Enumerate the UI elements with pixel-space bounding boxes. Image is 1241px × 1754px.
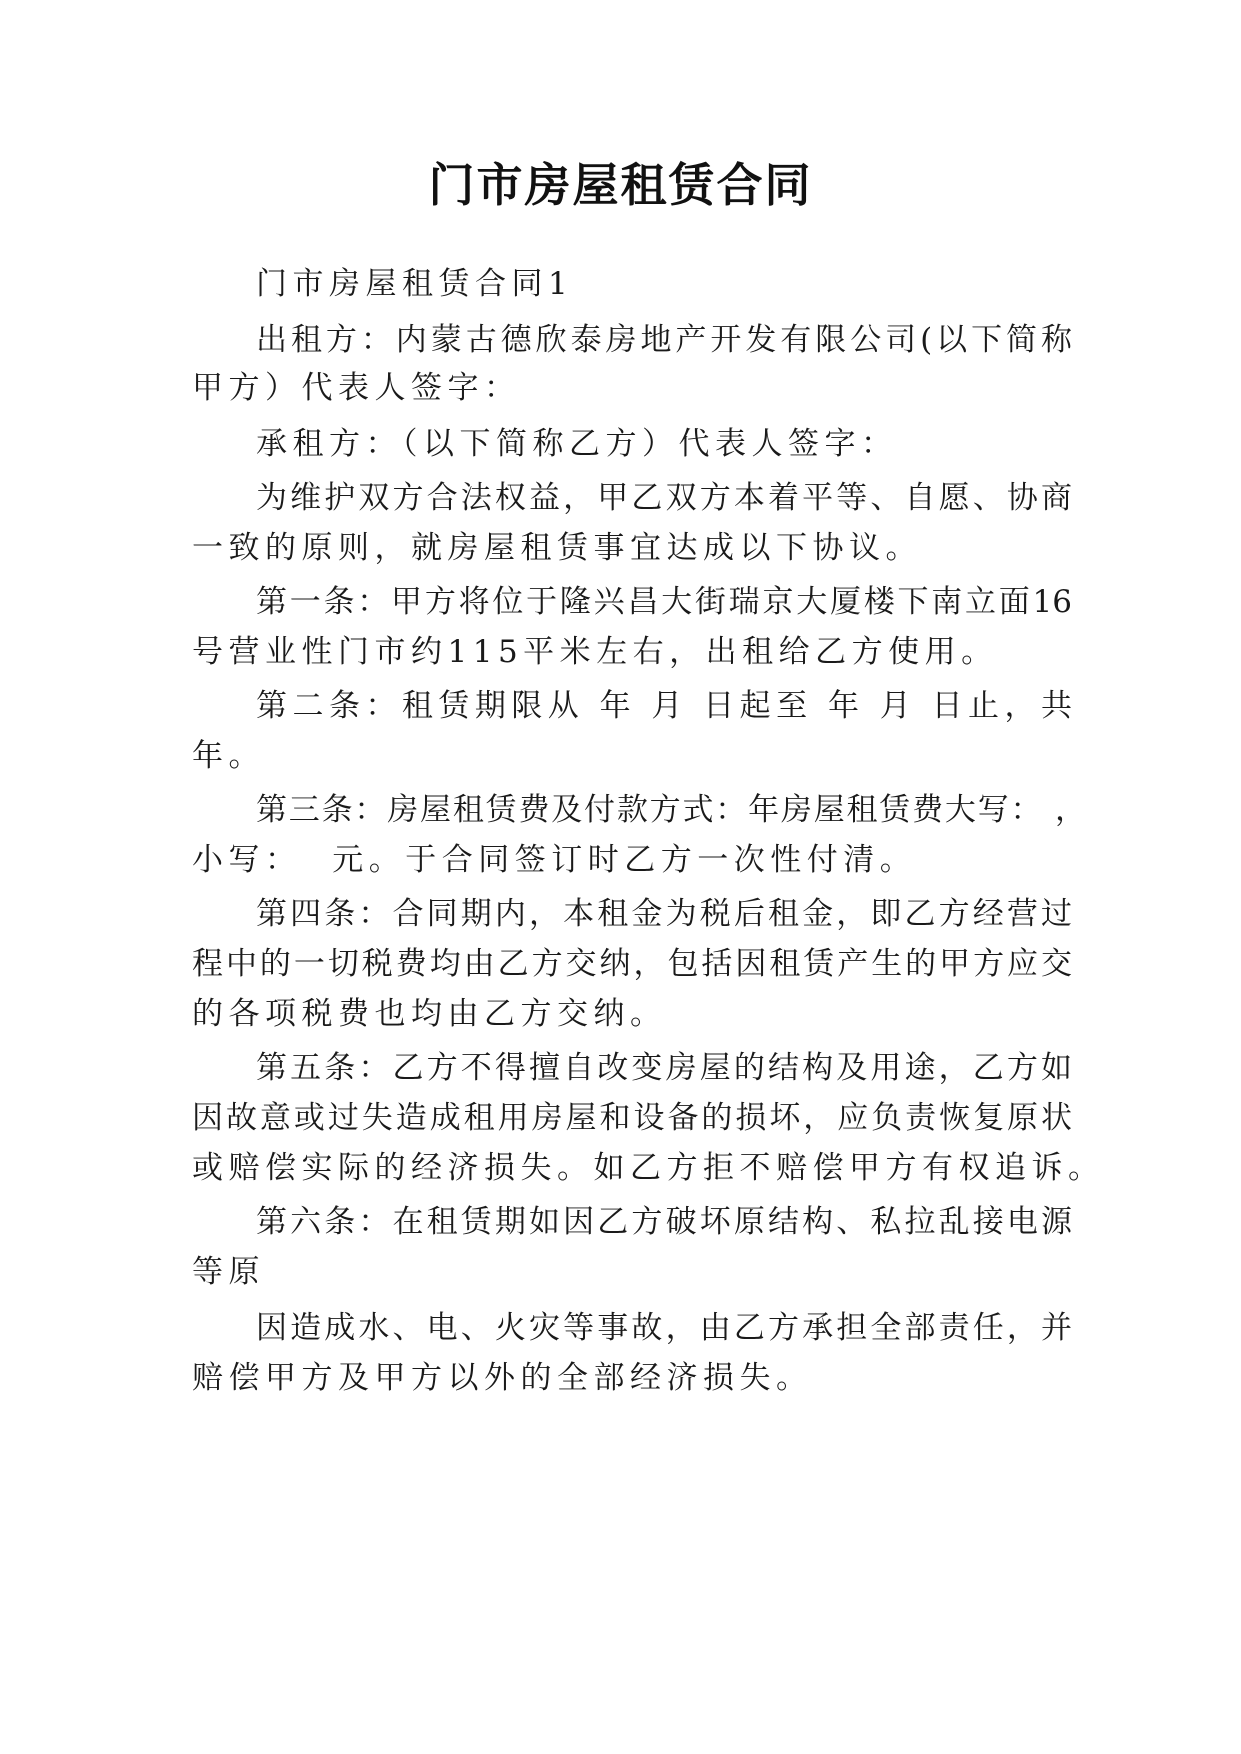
article-4-line: 第四条：合同期内，本租金为税后租金，即乙方经营过 (256, 896, 1072, 932)
article-6-line: 等原 (192, 1254, 265, 1290)
lessor-line: 出租方：内蒙古德欣泰房地产开发有限公司(以下简称 (256, 322, 1072, 358)
article-1-line: 第一条：甲方将位于隆兴昌大街瑞京大厦楼下南立面16 (256, 584, 1072, 620)
lessor-line-cont: 甲方）代表人签字： (192, 370, 521, 406)
document-title: 门市房屋租赁合同 (428, 158, 813, 212)
article-2-line: 年。 (192, 738, 265, 774)
article-4-line: 的各项税费也均由乙方交纳。 (192, 996, 667, 1032)
article-5-line: 或赔偿实际的经济损失。如乙方拒不赔偿甲方有权追诉。 (192, 1150, 1105, 1186)
paragraph-line: 赔偿甲方及甲方以外的全部经济损失。 (192, 1360, 813, 1396)
article-4-line: 程中的一切税费均由乙方交纳，包括因租赁产生的甲方应交 (192, 946, 1072, 982)
article-1-line: 号营业性门市约115平米左右，出租给乙方使用。 (192, 634, 998, 670)
article-5-line: 因故意或过失造成租用房屋和设备的损坏，应负责恢复原状 (192, 1100, 1072, 1136)
article-2-line: 第二条：租赁期限从 年 月 日起至 年 月 日止，共 (256, 688, 1072, 724)
article-6-line: 第六条：在租赁期如因乙方破坏原结构、私拉乱接电源 (256, 1204, 1072, 1240)
paragraph-line: 为维护双方合法权益，甲乙双方本着平等、自愿、协商 (256, 480, 1072, 516)
paragraph-line: 一致的原则，就房屋租赁事宜达成以下协议。 (192, 530, 922, 566)
lessee-line: 承租方：（以下简称乙方）代表人签字： (256, 426, 898, 462)
article-3-line: 小写： 元。于合同签订时乙方一次性付清。 (192, 842, 917, 878)
article-5-line: 第五条：乙方不得擅自改变房屋的结构及用途，乙方如 (256, 1050, 1072, 1086)
paragraph-line: 因造成水、电、火灾等事故，由乙方承担全部责任，并 (256, 1310, 1072, 1346)
section-heading: 门市房屋租赁合同1 (256, 266, 574, 302)
article-3-line: 第三条：房屋租赁费及付款方式：年房屋租赁费大写： ， (256, 792, 1086, 828)
